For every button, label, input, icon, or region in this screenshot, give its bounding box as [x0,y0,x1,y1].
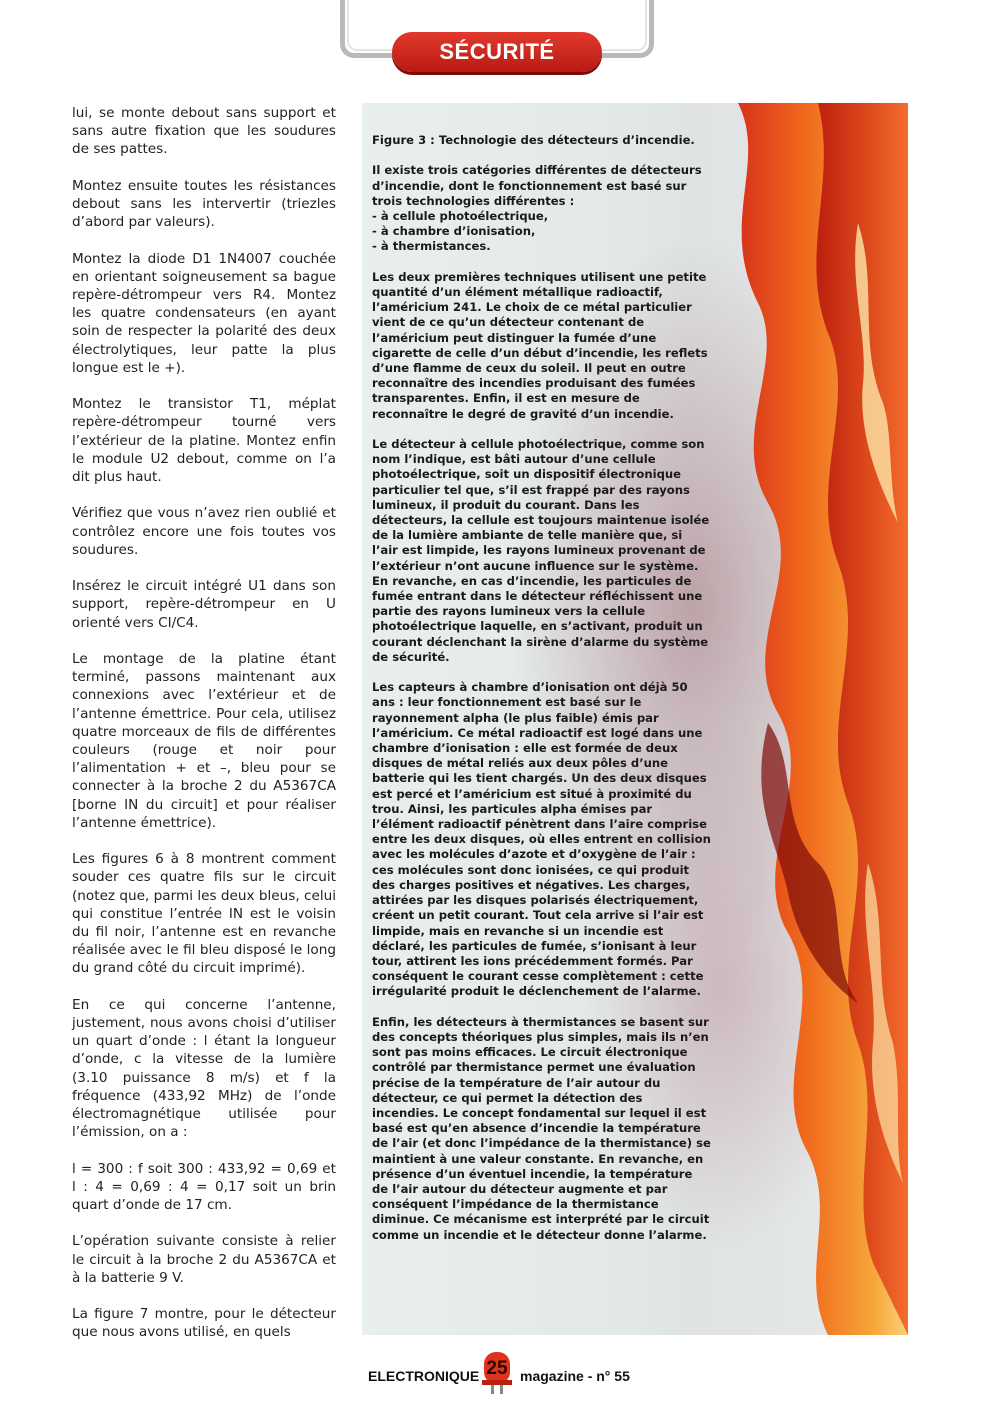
paragraph: Le montage de la platine étant terminé, passons maintenant aux connexions avec l’extérieur et de l’antenne émettrice. Pour cela, utilisez quatre morceaux de fils de différentes couleurs (rouge et noir pour l’alimentation + et –, bleu pour se connecter à la broche 2 du A5367CA [borne IN du circuit] et pour réaliser l’antenne émettrice). [72,651,336,831]
article-left-column [72,104,336,1360]
figure-caption: Figure 3 : Technologie des détecteurs d’incendie. [372,133,695,147]
page-footer [368,1356,638,1396]
issue-label: magazine - n° 55 [520,1368,630,1384]
page-number-badge [481,1350,513,1394]
flame-illustration [708,103,908,1335]
paragraph: Vérifiez que vous n’avez rien oublié et contrôlez encore une fois toutes vos soudures. [72,505,336,558]
magazine-name: ELECTRONIQUE [368,1368,480,1384]
paragraph: l = 300 : f soit 300 : 433,92 = 0,69 et l : 4 = 0,69 : 4 = 0,17 soit un brin quart d’onde de 17 cm. [72,1160,336,1214]
paragraph: Insérez le circuit intégré U1 dans son support, repère-détrompeur en U orienté vers CI/C4. [72,578,336,631]
figure-panel [362,103,908,1335]
page-number: 25 [486,1358,508,1379]
paragraph: La figure 7 montre, pour le détecteur que nous avons utilisé, en quels [72,1306,336,1341]
paragraph: Les figures 6 à 8 montrent comment souder ces quatre fils sur le circuit (notez que, parmi les deux bleus, celui qui constitue l’entrée IN est le voisin du fil noir, l’antenne est en revanche réalisée avec le fil bleu disposé le long du grand côté du circuit imprimé). [72,851,336,977]
figure-text [372,133,712,1258]
figure-paragraph: Il existe trois catégories différentes de détecteurs d’incendie, dont le fonctionnement est basé sur trois technologies différentes : - à cellule photoélectrique, - à chambre d’ionisation, - à thermistances. [372,163,702,254]
paragraph: L’opération suivante consiste à relier le circuit à la broche 2 du A5367CA et à la batterie 9 V. [72,1233,336,1286]
figure-paragraph: Les capteurs à chambre d’ionisation ont déjà 50 ans : leur fonctionnement est basé sur le rayonnement alpha (le plus faible) émis par l’américium. Ce métal radioactif est logé dans une chambre d’ionisation : elle est formée de deux disques de métal reliés aux deux pôles d’une batterie qui les tient chargés. Un des deux disques est percé et l’américium est situé à proximité du trou. Ainsi, les particules alpha émises par l’élément radioactif pénètrent dans l’aire comprise entre les deux disques, où elles entrent en collision avec les molécules d’azote et d’oxygène de l’air : ces molécules sont donc ionisées, ce qui produit des charges positives et négatives. Les charges, attirées par les disques polarisés électriquement, créent un petit courant. Tout cela arrive si l’air est limpide, mais en revanche si un incendie est déclaré, les particules de fumée, s’ionisant à leur tour, attirent les ions précédemment formés. Par conséquent le courant cesse complètement : cette irrégularité produit le déclenchement de l’alarme. [372,680,711,999]
paragraph: En ce qui concerne l’antenne, justement, nous avons choisi d’utiliser un quart d’onde : l étant la longueur d’onde, c la vitesse de la lumière (3.10 puissance 8 m/s) et f la fréquence (433,92 MHz) de l’onde électromagnétique utilisée pour l’émission, on a : [72,996,336,1141]
figure-paragraph: Les deux premières techniques utilisent une petite quantité d’un élément métallique radioactif, l’américium 241. Le choix de ce métal particulier vient de ce qu’un détecteur contenant de l’américium peut distinguer la fumée d’une cigarette de celle d’un début d’incendie, les reflets d’une flamme de ceux du soleil. Il peut en outre reconnaître des incendies produisant des fumées transparentes. Enfin, il est en mesure de reconnaître le degré de gravité d’un incendie. [372,269,708,421]
paragraph: Montez la diode D1 1N4007 couchée en orientant soigneusement sa bague repère-détrompeur vers R4. Montez les quatre condensateurs (en ayant soin de respecter la polarité des deux électrolytiques, leur patte la plus longue est le +). [72,250,336,376]
figure-paragraph: Le détecteur à cellule photoélectrique, comme son nom l’indique, est bâti autour d’une cellule photoélectrique, soit un dispositif électronique particulier tel que, s’il est frappé par des rayons lumineux, il produit du courant. Dans les détecteurs, la cellule est toujours maintenue isolée de la lumière ambiante de telle manière que, si l’air est limpide, les rayons lumineux provenant de l’extérieur n’ont aucune influence sur le système. En revanche, en cas d’incendie, les particules de fumée entrant dans le détecteur réfléchissent une partie des rayons lumineux vers la cellule photoélectrique laquelle, en s’activant, produit un courant déclenchant la sirène d’alarme du système de sécurité. [372,437,710,664]
figure-paragraph: Enfin, les détecteurs à thermistances se basent sur des concepts théoriques plus simples, mais ils n’en sont pas moins efficaces. Le circuit électronique contrôlé par thermistance permet une évaluation précise de la température de l’air autour du détecteur, ce qui permet la détection des incendies. Le concept fondamental sur lequel il est basé est qu’en absence d’incendie la température de l’air (et donc l’impédance de la thermistance) se maintient à une valeur constante. En revanche, en présence d’un éventuel incendie, la température de l’air autour du détecteur augmente et par conséquent l’impédance de la thermistance diminue. Ce mécanisme est interprété par le circuit comme un incendie et le détecteur donne l’alarme. [372,1014,711,1242]
paragraph: Montez le transistor T1, méplat repère-détrompeur tourné vers l’extérieur de la platine. Montez enfin le module U2 debout, comme on l’a dit plus haut. [72,396,336,486]
paragraph: lui, se monte debout sans support et sans autre fixation que les soudures de ses pattes. [72,105,336,158]
section-title: SÉCURITÉ [392,32,602,72]
paragraph: Montez ensuite toutes les résistances debout sans les intervertir (triezles d’abord par valeurs). [72,177,336,231]
